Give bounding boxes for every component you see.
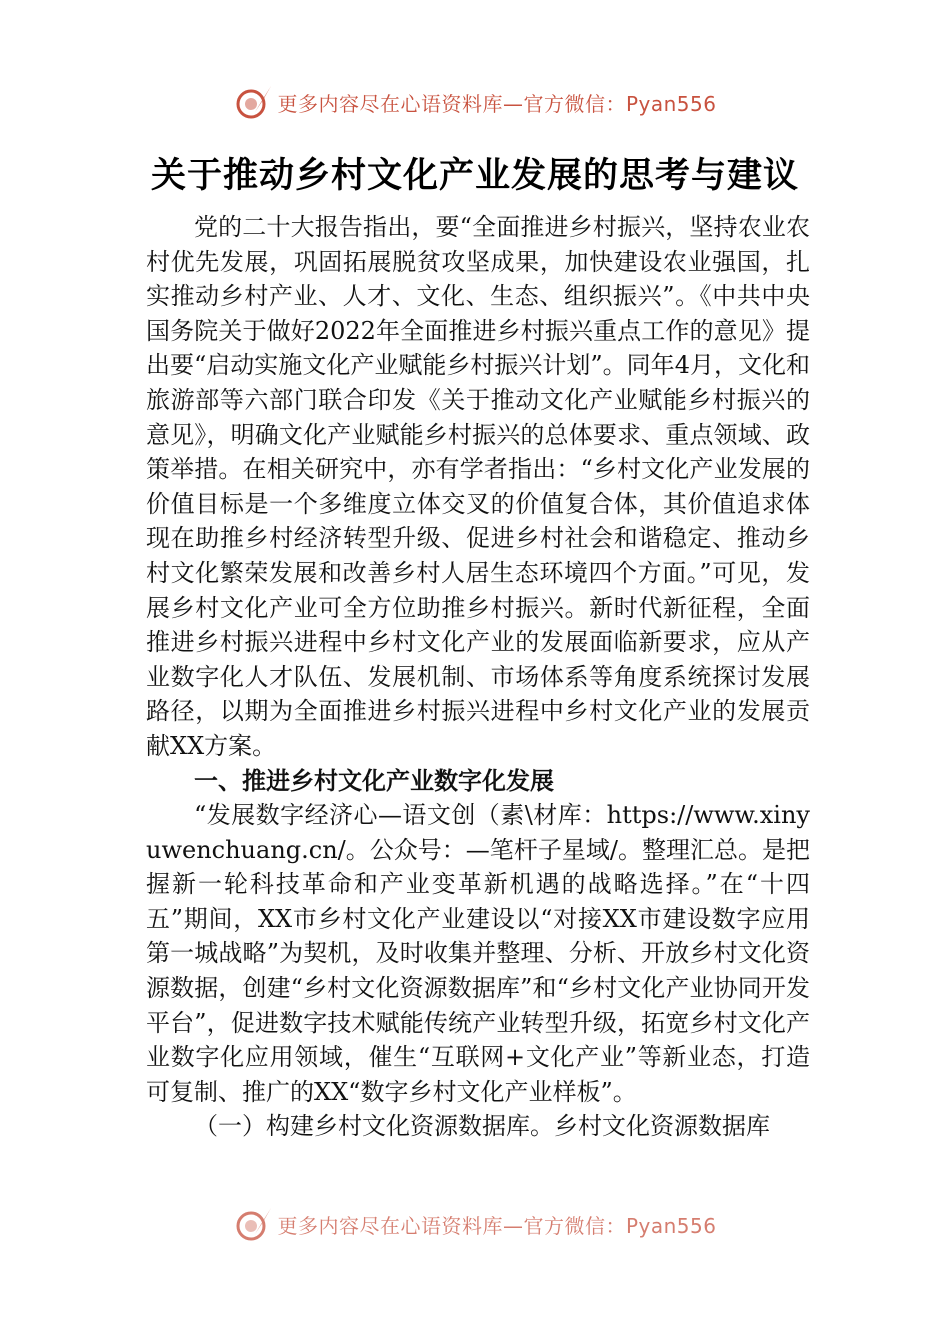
watermark-text: 更多内容尽在心语资料库—官方微信：Pyan556 [277, 91, 717, 116]
watermark-header [0, 80, 950, 124]
subsection-paragraph: （一）构建乡村文化资源数据库。乡村文化资源数据库 [194, 1112, 770, 1141]
watermark-text: 更多内容尽在心语资料库—官方微信：Pyan556 [277, 1213, 717, 1238]
intro-paragraph: 党的二十大报告指出，要“全面推进乡村振兴，坚持农业农村优先发展，巩固拓展脱贫攻坚成果，加快建设农业强国，扎实推动乡村产业、人才、文化、生态、组织振兴”。《中共中央国务院关于做好2022年全面推进乡村振兴重点工作的意见》提出要“启动实施文化产业赋能乡村振兴计划”。同年4月，文化和旅游部等六部门联合印发《关于推动文化产业赋能乡村振兴的意见》，明确文化产业赋能乡村振兴的总体要求、重点领域、政策举措。在相关研究中，亦有学者指出：“乡村文化产业发展的价值目标是一个多维度立体交叉的价值复合体，其价值追求体现在助推乡村经济转型升级、促进乡村社会和谐稳定、推动乡村文化繁荣发展和改善乡村人居生态环境四个方面。”可见，发展乡村文化产业可全方位助推乡村振兴。新时代新征程，全面推进乡村振兴进程中乡村文化产业的发展面临新要求，应从产业数字化人才队伍、发展机制、市场体系等角度系统探讨发展路径，以期为全面推进乡村振兴进程中乡村文化产业的发展贡献XX方案。 [146, 213, 810, 760]
watermark-footer [0, 1202, 950, 1246]
body-paragraph: “发展数字经济心—语文创（素\材库：https://www.xinyuwenchuang.cn/。公众号：—笔杆子星域/。整理汇总。是把握新一轮科技革命和产业变革新机遇的战略选择。”在“十四五”期间，XX市乡村文化产业建设以“对接XX市建设数字应用第一城战略”为契机，及时收集并整理、分析、开放乡村文化资源数据，创建“乡村文化资源数据库”和“乡村文化产业协同开发平台”，促进数字技术赋能传统产业转型升级，拓宽乡村文化产业数字化应用领域，催生“互联网+文化产业”等新业态，打造可复制、推广的XX“数字乡村文化产业样板”。 [146, 801, 810, 1106]
section-heading: 一、推进乡村文化产业数字化发展 [194, 766, 554, 795]
document-title: 关于推动乡村文化产业发展的思考与建议 [150, 156, 799, 196]
quill-logo-icon [233, 82, 273, 122]
quill-logo-icon [233, 1204, 273, 1244]
document-body [146, 210, 810, 1144]
